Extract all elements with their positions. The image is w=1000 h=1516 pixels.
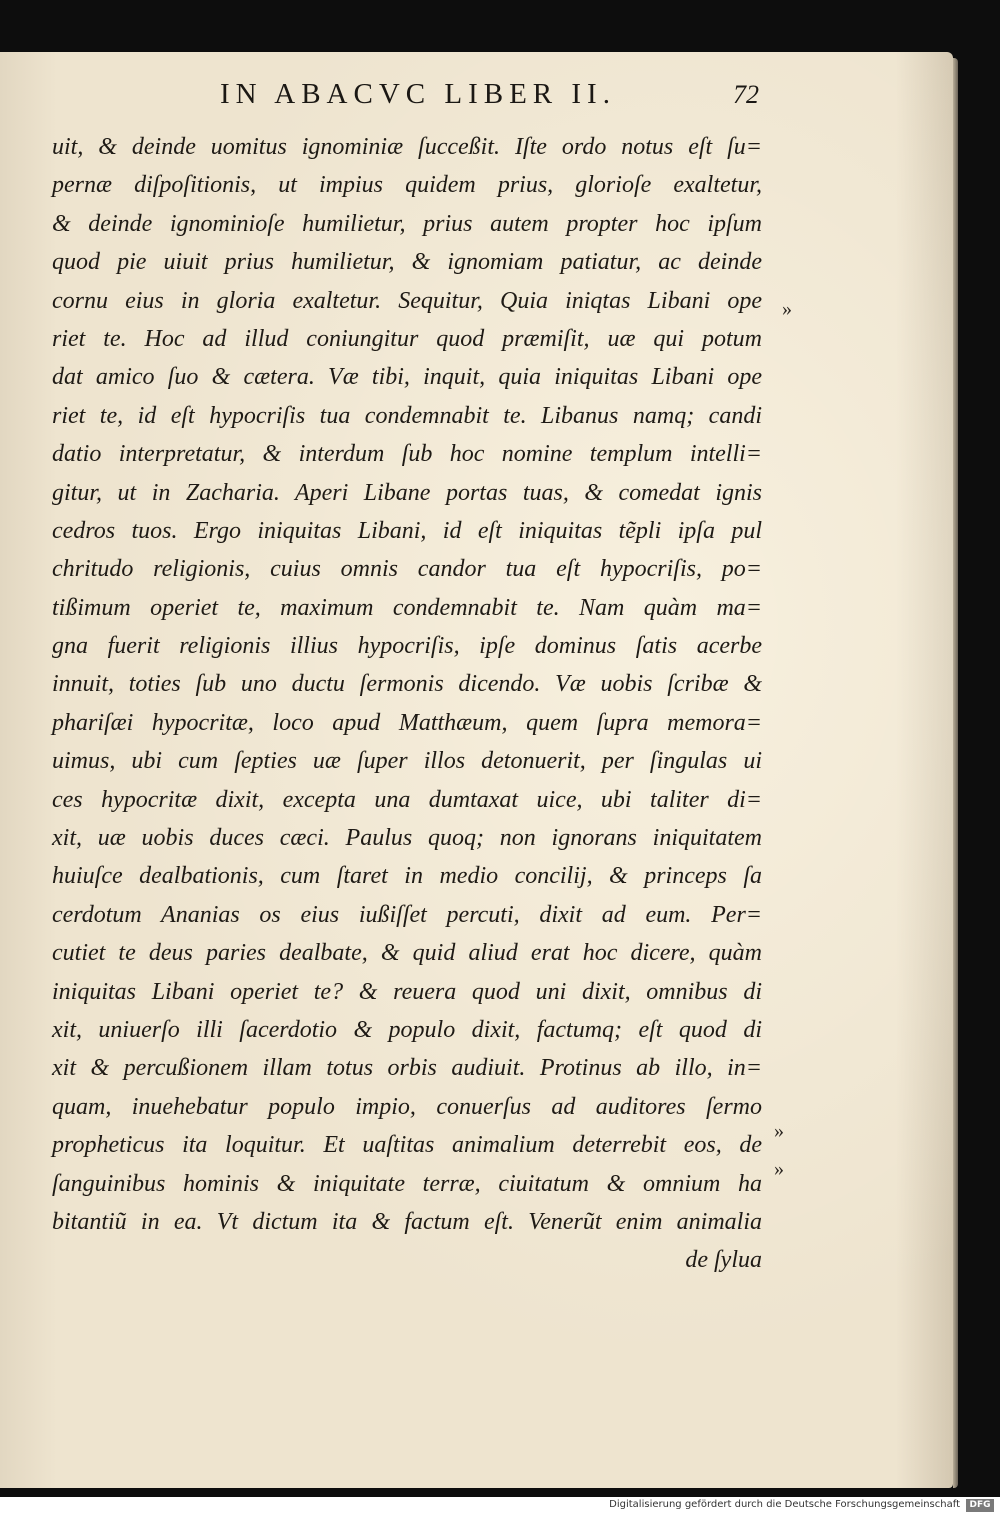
text-line-25: xit & percußionem illam totus orbis audiuit. Protinus ab illo, in= [52,1055,762,1082]
catchword: de ſylua [685,1247,762,1274]
text-line-1: uit, & deinde uomitus ignominiæ ſucceßit. Iſte ordo notus eſt ſu= [52,134,762,160]
text-line-19: xit, uæ uobis duces cæci. Paulus quoq; non ignorans iniquitatem [52,825,762,852]
text-line-18: ces hypocritæ dixit, excepta una dumtaxat uice, ubi taliter di= [52,786,762,813]
text-line-9: datio interpretatur, & interdum ſub hoc nomine templum intelli= [52,441,762,468]
quotation-mark-2: » [774,1120,784,1142]
running-head: IN ABACVC LIBER II. [220,78,616,110]
body-text [52,128,762,1280]
text-line-7: dat amico ſuo & cætera. Væ tibi, inquit, quia iniquitas Libani ope [52,364,762,391]
text-line-2: pernæ diſpoſitionis, ut impius quidem prius, glorioſe exaltetur, [52,172,762,199]
footer-bar [0,1497,1000,1516]
text-line-28: ſanguinibus hominis & iniquitate terræ, ciuitatum & omnium ha [52,1170,762,1197]
text-line-26: quam, inuehebatur populo impio, conuerſus ad auditores ſermo [52,1093,762,1120]
text-line-21: cerdotum Ananias os eius iußiſſet percuti, dixit ad eum. Per= [52,901,762,928]
text-line-8: riet te, id eſt hypocriſis tua condemnabit te. Libanus namq; candi [52,402,762,429]
text-line-3: & deinde ignominioſe humilietur, prius autem propter hoc ipſum [52,210,762,237]
quotation-mark-3: » [774,1158,784,1180]
text-line-23: iniquitas Libani operiet te? & reuera quod uni dixit, omnibus di [52,978,762,1005]
text-line-16: phariſæi hypocritæ, loco apud Matthæum, quem ſupra memora= [52,709,762,736]
text-line-6: riet te. Hoc ad illud coniungitur quod præmiſit, uæ qui potum [52,325,762,352]
page-edge [953,58,958,1488]
text-line-11: cedros tuos. Ergo iniquitas Libani, id eſt iniquitas tẽpli ipſa pul [52,517,762,544]
text-line-29: bitantiũ in ea. Vt dictum ita & factum eſt. Venerũt enim animalia [52,1208,762,1235]
text-line-13: tißimum operiet te, maximum condemnabit te. Nam quàm ma= [52,594,762,621]
text-line-17: uimus, ubi cum ſepties uæ ſuper illos detonuerit, per ſingulas ui [52,748,762,775]
text-line-5: cornu eius in gloria exaltetur. Sequitur, Quia iniqtas Libani ope [52,287,762,314]
text-line-15: innuit, toties ſub uno ductu ſermonis dicendo. Væ uobis ſcribæ & [52,671,762,698]
quotation-mark-1: » [782,298,792,320]
text-line-10: gitur, ut in Zacharia. Aperi Libane portas tuas, & comedat ignis [52,479,762,506]
text-line-27: propheticus ita loquitur. Et uaſtitas animalium deterrebit eos, de [52,1132,762,1159]
text-line-22: cutiet te deus paries dealbate, & quid aliud erat hoc dicere, quàm [52,940,762,967]
text-line-24: xit, uniuerſo illi ſacerdotio & populo dixit, factumq; eſt quod di [52,1016,762,1043]
text-line-20: huiuſce dealbationis, cum ſtaret in medio concilij, & princeps ſa [52,863,762,890]
text-line-14: gna fuerit religionis illius hypocriſis, ipſe dominus ſatis acerbe [52,633,762,660]
text-line-12: chritudo religionis, cuius omnis candor tua eſt hypocriſis, po= [52,556,762,583]
page-number: 72 [733,80,759,109]
dfg-logo: DFG [966,1499,994,1512]
text-line-4: quod pie uiuit prius humilietur, & ignomiam patiatur, ac deinde [52,249,762,276]
funding-credit: Digitalisierung gefördert durch die Deutsche Forschungsgemeinschaft [609,1499,960,1510]
